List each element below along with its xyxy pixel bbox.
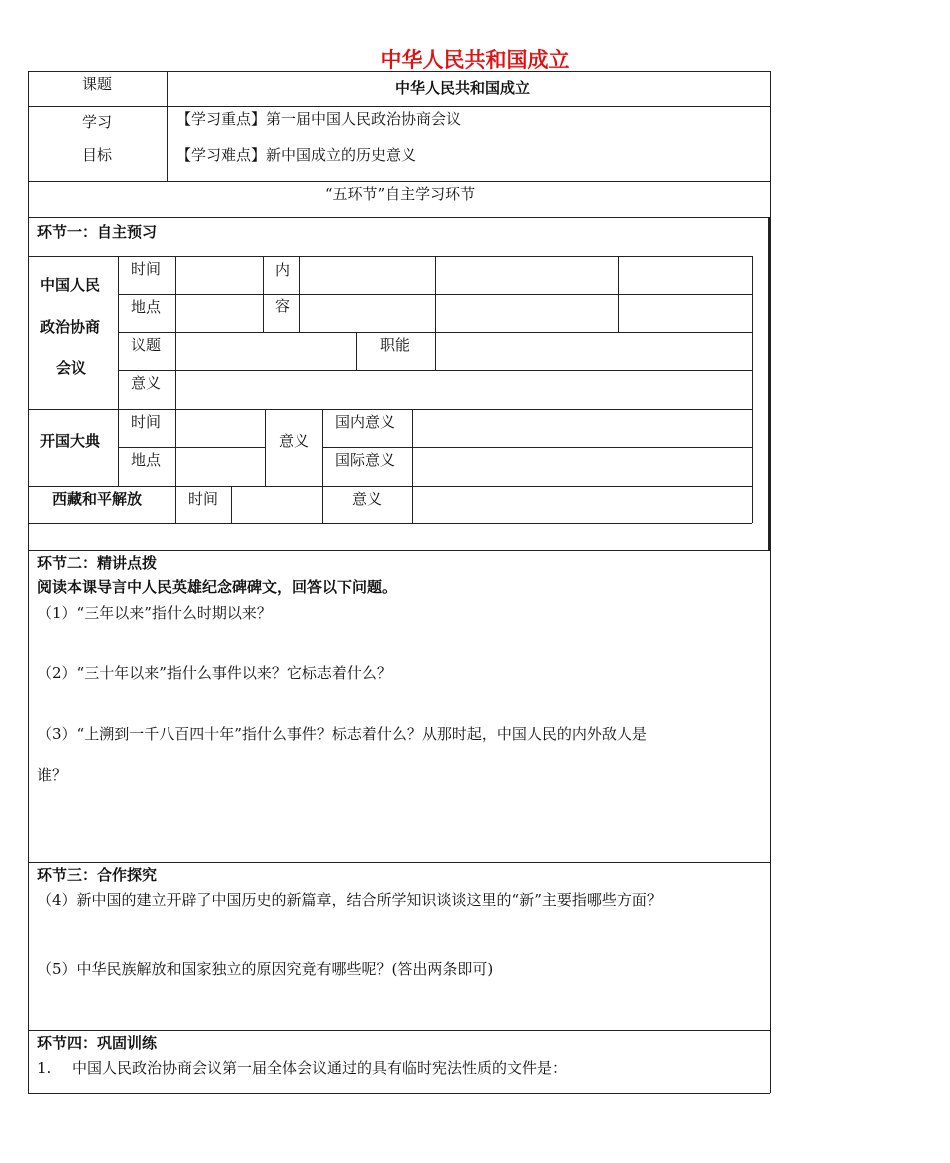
ceremony-time-label: 时间 [131,413,162,431]
goal-label-line2: 目标 [82,146,113,164]
row-divider-section3 [28,1030,770,1031]
document-title: 中华人民共和国成立 [380,48,570,72]
tibet-significance-label: 意义 [352,490,383,508]
ceremony-significance-label: 意义 [279,432,310,450]
inner-table-top [28,256,752,257]
goal-label-line1: 学习 [82,113,113,131]
goal-key-point: 【学习重点】第一届中国人民政治协商会议 [176,110,462,128]
frame-right-thick [768,217,770,550]
question-3-line1: （3）“上溯到一千八百四十年”指什么事件？标志着什么？从那时起，中国人民的内外敌人是 [37,725,647,743]
frame-right [770,71,771,1093]
inner-col-a [263,256,264,332]
row-divider-topic [28,106,770,107]
inner-col-f [265,409,266,486]
cppcc-time-label: 时间 [131,260,162,278]
cppcc-label-2: 政治协商 [40,318,101,336]
cppcc-significance-label: 意义 [131,374,162,392]
inner-row-line-5a [118,447,266,448]
topic-value: 中华人民共和国成立 [395,79,531,97]
exercise-1-text: 中国人民政治协商会议第一届全体会议通过的具有临时宪法性质的文件是： [72,1059,568,1077]
row-divider-fivesteps [28,217,770,218]
section1-title: 环节一：自主预习 [37,223,158,241]
cppcc-label-3: 会议 [56,359,87,377]
frame-left [28,71,29,1093]
cppcc-agenda-label: 议题 [131,336,162,354]
question-1: （1）“三年以来”指什么时期以来？ [37,604,272,622]
row-divider-section1 [28,550,770,551]
inner-row-line-6 [28,486,752,487]
section2-intro: 阅读本课导言中人民英雄纪念碑碑文，回答以下问题。 [37,578,398,596]
inner-col-i [231,486,232,523]
cppcc-place-label: 地点 [131,298,162,316]
ceremony-label: 开国大典 [40,432,101,450]
inner-col-c [435,256,436,370]
inner-col-sub [175,256,176,523]
section3-title: 环节三：合作探究 [37,866,158,884]
goal-difficulty: 【学习难点】新中国成立的历史意义 [176,146,417,164]
inner-table-right [752,256,753,523]
tibet-label: 西藏和平解放 [52,490,143,508]
question-4: （4）新中国的建立开辟了中国历史的新篇章，结合所学知识谈谈这里的“新”主要指哪些方面？ [37,891,662,909]
inner-col-g [322,409,323,523]
cppcc-function-label: 职能 [380,336,411,354]
row-divider-section2 [28,862,770,863]
inner-row-line-4 [28,409,752,410]
question-2: （2）“三十年以来”指什么事件以来？它标志着什么？ [37,664,392,682]
topic-label: 课题 [82,75,113,93]
inner-col-b [299,256,300,332]
exercise-1-number: 1. [37,1059,52,1077]
inner-row-line-5b [322,447,752,448]
inner-col-d [618,256,619,332]
inner-col-h [412,409,413,523]
inner-col-e [356,332,357,370]
inner-row-line-3 [118,370,752,371]
frame-top [28,71,770,72]
section2-title: 环节二：精讲点拨 [37,554,158,572]
international-significance-label: 国际意义 [335,451,396,469]
cppcc-content-label-2: 容 [275,297,291,315]
inner-table-bottom [28,523,752,524]
section4-title: 环节四：巩固训练 [37,1034,158,1052]
cppcc-content-label-1: 内 [275,261,291,279]
domestic-significance-label: 国内意义 [335,413,396,431]
cppcc-label-1: 中国人民 [40,276,101,294]
tibet-time-label: 时间 [188,490,219,508]
frame-bottom [28,1093,770,1094]
question-5: （5）中华民族解放和国家独立的原因究竟有哪些呢？(答出两条即可) [37,960,494,978]
ceremony-place-label: 地点 [131,451,162,469]
question-3-line2: 谁？ [37,766,68,784]
five-steps-heading: “五环节”自主学习环节 [324,185,476,203]
header-col-divider [167,71,168,181]
row-divider-goals [28,181,770,182]
inner-col-label [118,256,119,486]
